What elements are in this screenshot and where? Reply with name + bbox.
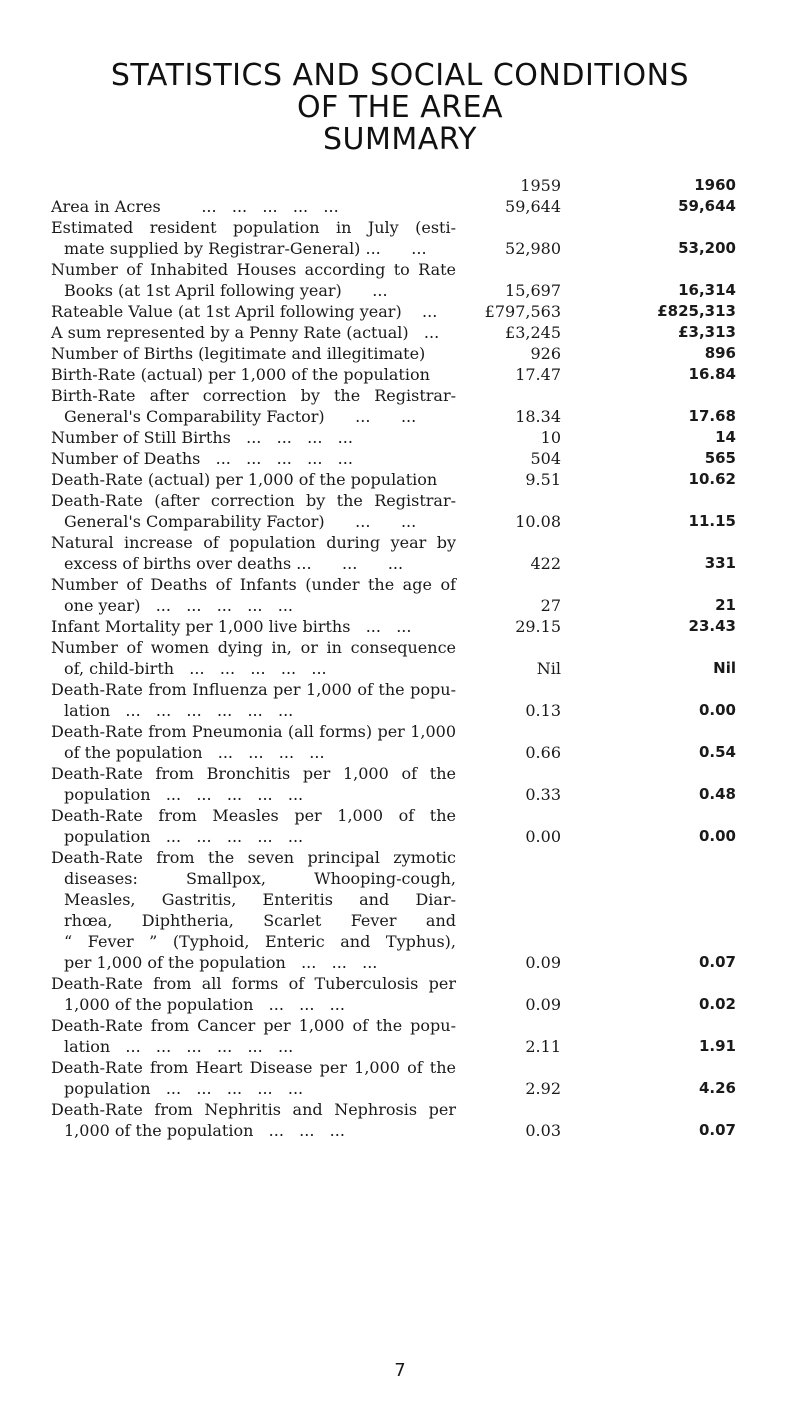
value-1960: 16.84: [688, 365, 736, 383]
value-1960: 0.02: [698, 995, 736, 1013]
row-label-line: Death-Rate from Nephritis and Nephrosis per: [51, 1100, 456, 1119]
value-1960: 16,314: [678, 281, 736, 299]
row-label: [51, 322, 456, 343]
value-1960: 23.43: [688, 617, 736, 635]
row-label-line: Death-Rate from Pneumonia (all forms) per 1,000: [51, 722, 456, 741]
table-row: [51, 1057, 751, 1099]
row-label: [51, 574, 456, 616]
table-row: [51, 322, 751, 343]
value-1960: 53,200: [678, 239, 736, 257]
value-1959: Nil: [536, 659, 561, 678]
row-label-line: excess of births over deaths ... ... ...: [64, 554, 404, 573]
row-label-line: of the population ... ... ... ...: [64, 743, 325, 762]
row-label-line: population ... ... ... ... ...: [64, 1079, 304, 1098]
value-1959: 27: [540, 596, 561, 615]
row-label-line: Rateable Value (at 1st April following year) ...: [51, 302, 438, 321]
row-label-line: Death-Rate from the seven principal zymotic: [51, 848, 456, 867]
row-label: [51, 259, 456, 301]
value-1959: 29.15: [515, 617, 561, 636]
value-1960: Nil: [713, 659, 736, 677]
value-1960: 1.91: [698, 1037, 736, 1055]
value-1959: £3,245: [505, 323, 561, 342]
value-1959: 504: [530, 449, 561, 468]
row-label-line: Death-Rate from Measles per 1,000 of the: [51, 806, 456, 825]
row-label-line: “ Fever ” (Typhoid, Enteric and Typhus),: [64, 932, 456, 951]
page-title: [0, 60, 800, 156]
table-row: [51, 973, 751, 1015]
value-1960: 11.15: [688, 512, 736, 530]
row-label: [51, 490, 456, 532]
table-row: [51, 532, 751, 574]
value-1960: 0.00: [698, 827, 736, 845]
row-label-line: Number of women dying in, or in consequence: [51, 638, 456, 657]
value-1959: £797,563: [484, 302, 561, 321]
value-1959: 0.03: [525, 1121, 561, 1140]
row-label: [51, 427, 456, 448]
row-label: [51, 763, 456, 805]
value-1960: 0.00: [698, 701, 736, 719]
value-1959: 0.66: [525, 743, 561, 762]
row-label-line: Infant Mortality per 1,000 live births ... ...: [51, 617, 412, 636]
row-label: [51, 679, 456, 721]
value-1959: 17.47: [515, 365, 561, 384]
row-label-line: lation ... ... ... ... ... ...: [64, 701, 294, 720]
row-label: [51, 217, 456, 259]
row-label: [51, 1099, 456, 1141]
value-1960: 331: [704, 554, 736, 572]
column-header-row: [51, 176, 751, 196]
row-label-line: Area in Acres ... ... ... ... ...: [51, 197, 339, 216]
value-1959: 926: [530, 344, 561, 363]
row-label-line: Number of Inhabited Houses according to Rate: [51, 260, 456, 279]
table-row: [51, 616, 751, 637]
value-1959: 0.09: [525, 995, 561, 1014]
row-label-line: A sum represented by a Penny Rate (actual) ...: [51, 323, 440, 342]
title-line-2: OF THE AREA: [296, 90, 504, 125]
value-1959: 10: [540, 428, 561, 447]
row-label-line: population ... ... ... ... ...: [64, 827, 304, 846]
row-label: [51, 1015, 456, 1057]
row-label-line: General's Comparability Factor) ... ...: [64, 512, 417, 531]
table-row: [51, 847, 751, 973]
value-1959: 0.00: [525, 827, 561, 846]
table-row: [51, 259, 751, 301]
row-label-line: rhœa, Diphtheria, Scarlet Fever and: [64, 911, 456, 930]
column-header-1959: 1959: [520, 176, 561, 195]
row-label: [51, 343, 456, 364]
value-1960: 4.26: [698, 1079, 736, 1097]
value-1959: 18.34: [515, 407, 561, 426]
row-label: [51, 385, 456, 427]
title-line-1: STATISTICS AND SOCIAL CONDITIONS: [110, 58, 690, 93]
value-1959: 9.51: [525, 470, 561, 489]
row-label-line: of, child-birth ... ... ... ... ...: [64, 659, 327, 678]
row-label-line: Estimated resident population in July (esti-: [51, 218, 456, 237]
row-label: [51, 973, 456, 1015]
summary-table: [51, 176, 751, 1141]
value-1959: 0.33: [525, 785, 561, 804]
value-1960: £3,313: [678, 323, 736, 341]
row-label: [51, 616, 456, 637]
table-row: [51, 469, 751, 490]
page-number: 7: [394, 1360, 406, 1381]
row-label-line: Number of Still Births ... ... ... ...: [51, 428, 353, 447]
row-label: [51, 1057, 456, 1099]
value-1960: 21: [715, 596, 736, 614]
table-row: [51, 385, 751, 427]
table-row: [51, 364, 751, 385]
row-label: [51, 532, 456, 574]
row-label-line: per 1,000 of the population ... ... ...: [64, 953, 378, 972]
table-row: [51, 196, 751, 217]
value-1959: 10.08: [515, 512, 561, 531]
table-row: [51, 217, 751, 259]
table-row: [51, 763, 751, 805]
value-1960: 565: [704, 449, 736, 467]
table-row: [51, 721, 751, 763]
row-label: [51, 847, 456, 973]
row-label-line: Birth-Rate after correction by the Registrar-: [51, 386, 456, 405]
value-1959: 59,644: [505, 197, 561, 216]
table-row: [51, 490, 751, 532]
value-1960: 17.68: [688, 407, 736, 425]
value-1959: 2.92: [525, 1079, 561, 1098]
row-label: [51, 469, 456, 490]
row-label-line: Death-Rate from Cancer per 1,000 of the popu-: [51, 1016, 456, 1035]
row-label-line: mate supplied by Registrar-General) ... ...: [64, 239, 427, 258]
row-label-line: Death-Rate (after correction by the Registrar-: [51, 491, 456, 510]
title-line-3: SUMMARY: [322, 122, 478, 157]
row-label-line: Number of Deaths of Infants (under the age of: [51, 575, 456, 594]
row-label-line: Death-Rate from all forms of Tuberculosis per: [51, 974, 456, 993]
row-label-line: Natural increase of population during year by: [51, 533, 456, 552]
row-label-line: Death-Rate from Heart Disease per 1,000 of the: [51, 1058, 456, 1077]
row-label-line: population ... ... ... ... ...: [64, 785, 304, 804]
table-row: [51, 805, 751, 847]
table-row: [51, 574, 751, 616]
value-1960: 896: [704, 344, 736, 362]
value-1959: 2.11: [525, 1037, 561, 1056]
table-row: [51, 343, 751, 364]
value-1960: 0.54: [698, 743, 736, 761]
row-label: [51, 637, 456, 679]
row-label: [51, 448, 456, 469]
value-1959: 15,697: [505, 281, 561, 300]
row-label-line: Birth-Rate (actual) per 1,000 of the population: [51, 365, 430, 384]
table-body: [51, 196, 751, 1141]
value-1960: 59,644: [678, 197, 736, 215]
row-label-line: Measles, Gastritis, Enteritis and Diar-: [64, 890, 456, 909]
table-row: [51, 637, 751, 679]
row-label-line: Death-Rate from Bronchitis per 1,000 of the: [51, 764, 456, 783]
value-1960: 0.07: [698, 1121, 736, 1139]
table-row: [51, 679, 751, 721]
row-label-line: 1,000 of the population ... ... ...: [64, 995, 345, 1014]
value-1960: 0.07: [698, 953, 736, 971]
value-1960: £825,313: [657, 302, 736, 320]
table-row: [51, 448, 751, 469]
table-row: [51, 1015, 751, 1057]
row-label-line: lation ... ... ... ... ... ...: [64, 1037, 294, 1056]
row-label-line: General's Comparability Factor) ... ...: [64, 407, 417, 426]
row-label-line: diseases: Smallpox, Whooping-cough,: [64, 869, 456, 888]
row-label-line: Number of Births (legitimate and illegitimate): [51, 344, 426, 363]
table-row: [51, 427, 751, 448]
row-label: [51, 196, 456, 217]
row-label: [51, 301, 456, 322]
value-1959: 422: [530, 554, 561, 573]
value-1960: 14: [715, 428, 736, 446]
table-row: [51, 1099, 751, 1141]
table-row: [51, 301, 751, 322]
row-label: [51, 805, 456, 847]
value-1960: 0.48: [698, 785, 736, 803]
row-label-line: Books (at 1st April following year) ...: [64, 281, 388, 300]
row-label-line: Number of Deaths ... ... ... ... ...: [51, 449, 353, 468]
value-1959: 52,980: [505, 239, 561, 258]
row-label: [51, 721, 456, 763]
row-label: [51, 364, 456, 385]
row-label-line: 1,000 of the population ... ... ...: [64, 1121, 345, 1140]
row-label-line: Death-Rate from Influenza per 1,000 of the popu-: [51, 680, 456, 699]
value-1959: 0.09: [525, 953, 561, 972]
value-1960: 10.62: [688, 470, 736, 488]
row-label-line: Death-Rate (actual) per 1,000 of the population: [51, 470, 438, 489]
row-label-line: one year) ... ... ... ... ...: [64, 596, 294, 615]
column-header-1960: 1960: [694, 176, 736, 194]
value-1959: 0.13: [525, 701, 561, 720]
